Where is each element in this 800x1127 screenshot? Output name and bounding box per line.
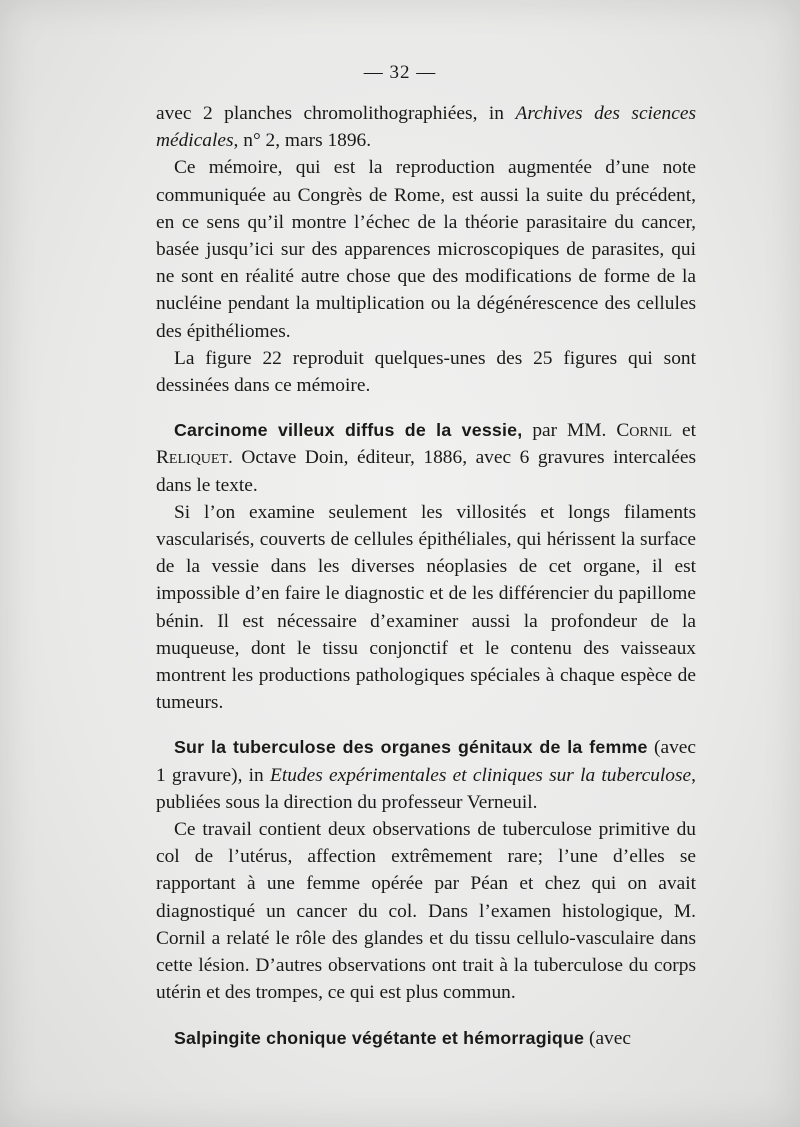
paragraph-citation-continued [156,100,696,154]
book-title: Etudes expérimentales et cliniques sur la tuberculose [270,764,692,786]
text-run: (avec [584,1027,631,1049]
entry-title: Sur la tuberculose des organes génitaux de la femme [174,737,648,758]
paragraph-summary-3: Ce travail contient deux observations de tuberculose primitive du col de l’utérus, affection extrêmement rare; l’une d’elles se rapportant à une femme opérée par Péan et chez qui on avait diagnostiqué un cancer du col. Dans l’examen histologique, M. Cornil a relaté le rôle des glandes et du tissu cellulo-vasculaire dans cette lésion. D’autres observations ont trait à la tuberculose du corps utérin et des trompes, ce qui est plus commun. [156,819,696,1004]
author-name: Reliquet [156,447,229,469]
paragraph-figure-note: La figure 22 reproduit quelques-unes des 25 figures qui sont dessinées dans ce mémoire. [156,347,696,397]
page-body [156,100,696,1052]
paragraph-summary-2: Si l’on examine seulement les villosités et longs filaments vascularisés, couverts de cellules épithéliales, qui hérissent la surface de la vessie dans les diverses néoplasies de cet organe, il est impossible d’en faire le diagnostic et de les différencier du papillome bénin. Il est nécessaire d’examiner aussi la profondeur de la muqueuse, dont le tissu conjonctif et le contenu des vaisseaux montrent les productions pathologiques spéciales à chaque espèce de tumeurs. [156,501,696,714]
text-run: . Octave Doin, éditeur, 1886, avec 6 gravures intercalées dans le texte. [156,447,696,496]
journal-title: Archives des sciences médicales [156,103,696,152]
text-run: et [672,420,696,442]
page-number: — 32 — [363,62,437,83]
text-run: (avec 1 gravure), in [156,737,696,786]
entry-title: Carcinome villeux diffus de la vessie, [174,420,523,441]
entry-carcinome [156,417,696,499]
entry-title: Salpingite chonique végétante et hémorragique [174,1027,585,1048]
text-run: par MM. [522,420,617,442]
text-run: avec 2 planches chromolithographiées, in [156,103,516,124]
author-name: Cornil [616,420,673,442]
text-run: , publiées sous la direction du professeur Verneuil. [156,764,697,813]
paragraph-summary-1: Ce mémoire, qui est la reproduction augmentée d’une note communiquée au Congrès de Rome, est aussi la suite du précédent, en ce sens qu’il montre l’échec de la théorie parasitaire du cancer, basée jusqu’ici sur des apparences microscopiques de parasites, qui ne sont en réalité autre chose que des modifications de forme de la nucléine pendant la multiplication ou la dégénérescence des cellules des épithéliomes. [156,157,696,342]
text-run: , n° 2, mars 1896. [233,130,372,152]
entry-tuberculose [156,734,696,816]
entry-salpingite [156,1025,696,1052]
